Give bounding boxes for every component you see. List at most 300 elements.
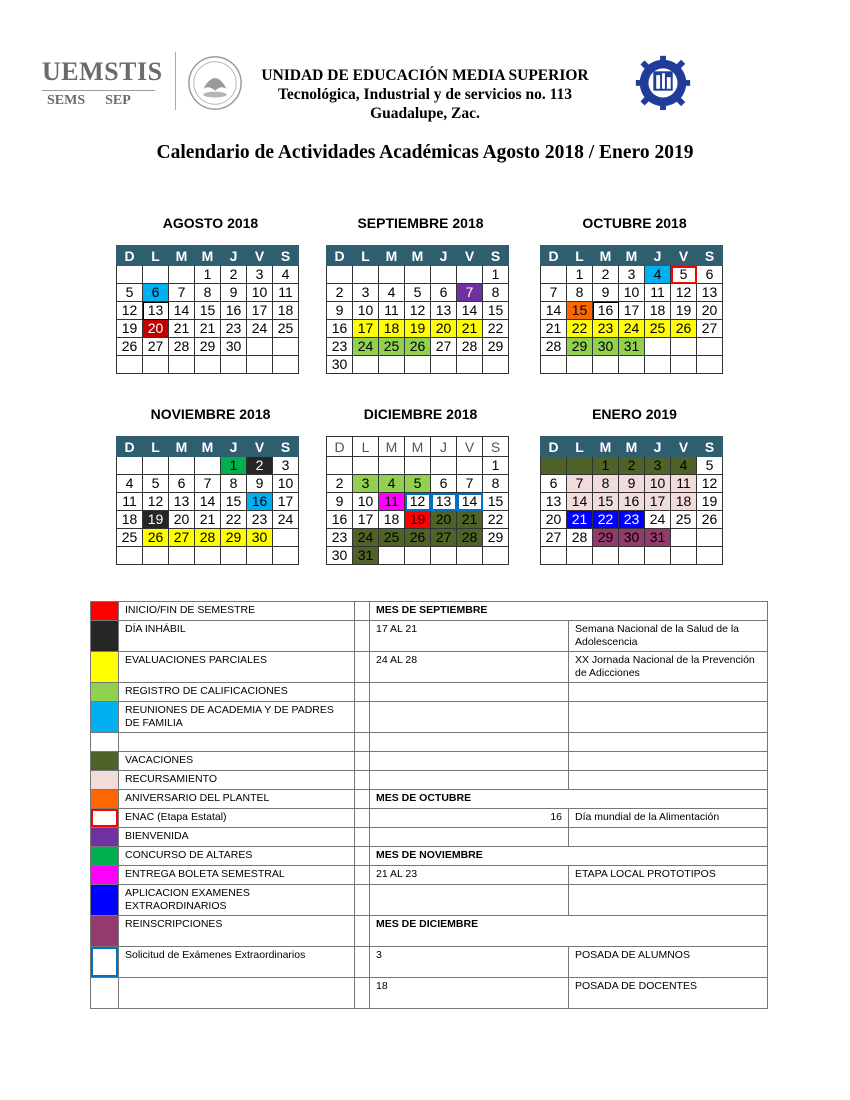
day-cell — [379, 457, 405, 475]
day-cell: 18 — [117, 511, 143, 529]
legend-swatch — [91, 916, 119, 947]
day-cell: 13 — [431, 493, 457, 511]
day-cell: 6 — [143, 284, 169, 302]
week-row — [541, 493, 723, 511]
legend-swatch — [91, 602, 119, 621]
event-date: 17 AL 21 — [370, 621, 569, 652]
day-cell: 27 — [697, 320, 723, 338]
legend-row — [91, 828, 768, 847]
day-cell — [405, 356, 431, 374]
day-cell: 24 — [353, 338, 379, 356]
day-cell — [117, 547, 143, 565]
day-cell: 13 — [143, 302, 169, 320]
weekday-header: L — [143, 437, 169, 457]
day-cell — [353, 457, 379, 475]
week-row — [327, 511, 509, 529]
day-cell: 4 — [379, 475, 405, 493]
legend-spacer — [355, 702, 370, 733]
day-cell: 16 — [619, 493, 645, 511]
day-cell: 17 — [619, 302, 645, 320]
day-cell: 17 — [353, 511, 379, 529]
day-cell: 30 — [327, 356, 353, 374]
weekday-header: S — [273, 246, 299, 266]
weekday-header: M — [619, 437, 645, 457]
month-title: SEPTIEMBRE 2018 — [357, 215, 484, 231]
day-cell — [541, 547, 567, 565]
logo-sems-text: SEMS — [47, 93, 86, 108]
weekday-header: V — [247, 437, 273, 457]
weekday-header: S — [273, 437, 299, 457]
weekday-header: D — [117, 437, 143, 457]
legend-spacer — [355, 602, 370, 621]
day-cell: 29 — [195, 338, 221, 356]
day-cell: 7 — [567, 475, 593, 493]
day-cell — [483, 547, 509, 565]
event-description — [569, 885, 768, 916]
day-cell: 8 — [593, 475, 619, 493]
school-line-1: UNIDAD DE EDUCACIÓN MEDIA SUPERIOR — [261, 67, 589, 84]
day-cell — [671, 547, 697, 565]
day-cell — [353, 266, 379, 284]
day-cell — [405, 266, 431, 284]
day-cell: 19 — [671, 302, 697, 320]
weekday-header: M — [169, 437, 195, 457]
day-cell — [353, 356, 379, 374]
day-cell — [247, 338, 273, 356]
legend-swatch — [91, 771, 119, 790]
day-cell — [541, 266, 567, 284]
day-cell — [593, 356, 619, 374]
day-cell: 11 — [671, 475, 697, 493]
weekday-header: M — [619, 246, 645, 266]
day-cell: 22 — [483, 320, 509, 338]
day-cell: 26 — [405, 529, 431, 547]
legend-swatch — [91, 752, 119, 771]
day-cell — [379, 547, 405, 565]
day-cell: 21 — [541, 320, 567, 338]
legend-row — [91, 790, 768, 809]
weekday-header: J — [221, 437, 247, 457]
week-row — [327, 266, 509, 284]
day-cell: 22 — [593, 511, 619, 529]
weekday-header: M — [593, 437, 619, 457]
school-line-2: Tecnológica, Industrial y de servicios no. 113 — [278, 86, 572, 103]
legend-row — [91, 621, 768, 652]
cbtis-gear-logo-icon — [632, 50, 694, 112]
legend-spacer — [355, 771, 370, 790]
day-cell: 6 — [431, 284, 457, 302]
weekday-header: S — [483, 246, 509, 266]
day-cell: 21 — [195, 511, 221, 529]
day-cell: 28 — [567, 529, 593, 547]
day-cell: 29 — [567, 338, 593, 356]
event-description: ETAPA LOCAL PROTOTIPOS — [569, 866, 768, 885]
weekday-header: V — [457, 437, 483, 457]
day-cell: 15 — [195, 302, 221, 320]
day-cell — [567, 457, 593, 475]
week-row — [541, 529, 723, 547]
day-cell — [117, 266, 143, 284]
day-cell: 2 — [221, 266, 247, 284]
weekday-header: M — [405, 437, 431, 457]
day-cell: 1 — [593, 457, 619, 475]
day-cell: 11 — [273, 284, 299, 302]
day-cell: 7 — [195, 475, 221, 493]
day-cell: 12 — [405, 493, 431, 511]
month-calendar — [116, 406, 305, 565]
legend-label: ANIVERSARIO DEL PLANTEL — [119, 790, 355, 809]
day-cell: 3 — [273, 457, 299, 475]
weekday-header: M — [379, 246, 405, 266]
day-cell: 27 — [169, 529, 195, 547]
month-grid — [540, 245, 723, 374]
legend-row — [91, 602, 768, 621]
day-cell: 15 — [221, 493, 247, 511]
week-row — [117, 511, 299, 529]
legend-swatch — [91, 947, 119, 978]
day-cell: 14 — [169, 302, 195, 320]
day-cell: 7 — [541, 284, 567, 302]
week-row — [541, 457, 723, 475]
day-cell: 7 — [169, 284, 195, 302]
day-cell — [117, 356, 143, 374]
day-cell: 9 — [593, 284, 619, 302]
day-cell: 1 — [483, 457, 509, 475]
day-cell: 1 — [195, 266, 221, 284]
week-row — [327, 457, 509, 475]
week-row — [541, 284, 723, 302]
day-cell — [671, 338, 697, 356]
week-row — [327, 547, 509, 565]
event-description: Día mundial de la Alimentación — [569, 809, 768, 828]
day-cell: 13 — [697, 284, 723, 302]
weekday-header: M — [405, 246, 431, 266]
legend-swatch — [91, 866, 119, 885]
weekday-header: S — [483, 437, 509, 457]
day-cell: 10 — [247, 284, 273, 302]
week-row — [541, 547, 723, 565]
legend-spacer — [355, 733, 370, 752]
week-row — [117, 320, 299, 338]
day-cell: 2 — [247, 457, 273, 475]
day-cell: 29 — [221, 529, 247, 547]
event-description: POSADA DE ALUMNOS — [569, 947, 768, 978]
day-cell: 8 — [195, 284, 221, 302]
weekday-header: M — [195, 437, 221, 457]
day-cell: 16 — [221, 302, 247, 320]
day-cell: 24 — [619, 320, 645, 338]
legend-swatch — [91, 847, 119, 866]
event-date — [370, 771, 569, 790]
week-row — [117, 356, 299, 374]
weekday-header: D — [327, 437, 353, 457]
week-row — [541, 511, 723, 529]
legend-swatch — [91, 809, 119, 828]
week-row — [327, 356, 509, 374]
legend-label: APLICACION EXAMENES EXTRAORDINARIOS — [119, 885, 355, 916]
day-cell — [247, 356, 273, 374]
legend-label: REUNIONES DE ACADEMIA Y DE PADRES DE FAMILIA — [119, 702, 355, 733]
day-cell: 4 — [117, 475, 143, 493]
day-cell: 25 — [379, 338, 405, 356]
week-row — [327, 320, 509, 338]
day-cell: 13 — [541, 493, 567, 511]
day-cell — [379, 356, 405, 374]
day-cell: 15 — [567, 302, 593, 320]
day-cell — [221, 356, 247, 374]
legend-label: ENTREGA BOLETA SEMESTRAL — [119, 866, 355, 885]
weekday-header: D — [541, 246, 567, 266]
event-description — [569, 828, 768, 847]
event-date: 24 AL 28 — [370, 652, 569, 683]
week-row — [541, 475, 723, 493]
day-cell: 10 — [353, 302, 379, 320]
day-cell: 12 — [117, 302, 143, 320]
day-cell: 28 — [457, 529, 483, 547]
day-cell: 25 — [117, 529, 143, 547]
day-cell: 23 — [247, 511, 273, 529]
day-cell: 21 — [567, 511, 593, 529]
day-cell: 20 — [143, 320, 169, 338]
day-cell: 13 — [431, 302, 457, 320]
day-cell: 28 — [541, 338, 567, 356]
day-cell: 26 — [671, 320, 697, 338]
day-cell — [483, 356, 509, 374]
weekday-header: V — [457, 246, 483, 266]
day-cell — [431, 547, 457, 565]
day-cell: 2 — [327, 475, 353, 493]
day-cell: 9 — [619, 475, 645, 493]
day-cell — [697, 547, 723, 565]
day-cell — [697, 356, 723, 374]
weekday-header: J — [431, 437, 457, 457]
day-cell — [221, 547, 247, 565]
legend-spacer — [355, 916, 370, 947]
legend-spacer — [355, 828, 370, 847]
day-cell — [195, 356, 221, 374]
day-cell: 18 — [671, 493, 697, 511]
legend-spacer — [355, 847, 370, 866]
day-cell: 4 — [671, 457, 697, 475]
legend-label: VACACIONES — [119, 752, 355, 771]
legend-label: DÍA INHÁBIL — [119, 621, 355, 652]
week-row — [541, 266, 723, 284]
day-cell — [143, 266, 169, 284]
day-cell — [169, 356, 195, 374]
legend-label: REINSCRIPCIONES — [119, 916, 355, 947]
day-cell: 5 — [143, 475, 169, 493]
week-row — [327, 302, 509, 320]
day-cell — [671, 356, 697, 374]
day-cell: 12 — [697, 475, 723, 493]
day-cell — [327, 266, 353, 284]
month-title: ENERO 2019 — [592, 406, 677, 422]
day-cell: 11 — [645, 284, 671, 302]
month-title: DICIEMBRE 2018 — [363, 406, 478, 422]
month-grid — [326, 436, 509, 565]
legend-swatch — [91, 885, 119, 916]
day-cell — [431, 266, 457, 284]
day-cell: 16 — [327, 511, 353, 529]
day-cell — [431, 356, 457, 374]
month-heading: MES DE OCTUBRE — [370, 790, 768, 809]
day-cell: 3 — [353, 284, 379, 302]
day-cell — [379, 266, 405, 284]
day-cell: 12 — [405, 302, 431, 320]
day-cell — [697, 529, 723, 547]
legend-label — [119, 978, 355, 1009]
month-title: OCTUBRE 2018 — [582, 215, 687, 231]
day-cell — [567, 547, 593, 565]
week-row — [327, 475, 509, 493]
day-cell — [195, 457, 221, 475]
day-cell: 2 — [593, 266, 619, 284]
event-description — [569, 752, 768, 771]
day-cell: 29 — [593, 529, 619, 547]
legend-spacer — [355, 752, 370, 771]
day-cell: 27 — [431, 338, 457, 356]
day-cell: 10 — [645, 475, 671, 493]
day-cell — [169, 547, 195, 565]
day-cell: 12 — [671, 284, 697, 302]
legend-row — [91, 752, 768, 771]
month-grid — [540, 436, 723, 565]
legend-row — [91, 947, 768, 978]
week-row — [117, 529, 299, 547]
day-cell — [143, 356, 169, 374]
weekday-header: S — [697, 246, 723, 266]
legend-spacer — [355, 947, 370, 978]
day-cell: 26 — [143, 529, 169, 547]
legend-label — [119, 733, 355, 752]
week-row — [117, 284, 299, 302]
day-cell: 18 — [379, 511, 405, 529]
day-cell: 3 — [645, 457, 671, 475]
event-description: XX Jornada Nacional de la Prevención de Adicciones — [569, 652, 768, 683]
weekday-header: M — [379, 437, 405, 457]
week-row — [117, 493, 299, 511]
day-cell: 6 — [169, 475, 195, 493]
day-cell: 14 — [457, 302, 483, 320]
day-cell: 9 — [221, 284, 247, 302]
day-cell: 19 — [143, 511, 169, 529]
day-cell: 28 — [169, 338, 195, 356]
month-calendar — [540, 215, 729, 374]
legend-row — [91, 978, 768, 1009]
legend-row — [91, 809, 768, 828]
day-cell: 11 — [379, 302, 405, 320]
day-cell: 1 — [221, 457, 247, 475]
weekday-header: V — [671, 437, 697, 457]
day-cell — [457, 457, 483, 475]
day-cell: 8 — [483, 284, 509, 302]
day-cell — [541, 457, 567, 475]
day-cell — [697, 338, 723, 356]
event-date — [370, 885, 569, 916]
legend-swatch — [91, 702, 119, 733]
day-cell — [195, 547, 221, 565]
day-cell: 9 — [327, 302, 353, 320]
month-grid — [326, 245, 509, 374]
event-description — [569, 771, 768, 790]
day-cell: 23 — [593, 320, 619, 338]
day-cell: 25 — [645, 320, 671, 338]
legend-row — [91, 916, 768, 947]
day-cell — [541, 356, 567, 374]
legend-row — [91, 866, 768, 885]
day-cell: 18 — [645, 302, 671, 320]
day-cell — [619, 547, 645, 565]
event-date: 16 — [370, 809, 569, 828]
day-cell — [645, 338, 671, 356]
day-cell — [273, 338, 299, 356]
day-cell: 28 — [195, 529, 221, 547]
legend-label: ENAC (Etapa Estatal) — [119, 809, 355, 828]
day-cell: 16 — [593, 302, 619, 320]
legend-spacer — [355, 790, 370, 809]
weekday-header: J — [221, 246, 247, 266]
event-description — [569, 683, 768, 702]
day-cell: 13 — [169, 493, 195, 511]
day-cell — [143, 547, 169, 565]
legend-swatch — [91, 790, 119, 809]
day-cell — [619, 356, 645, 374]
day-cell: 10 — [619, 284, 645, 302]
week-row — [327, 529, 509, 547]
day-cell: 21 — [169, 320, 195, 338]
legend-spacer — [355, 683, 370, 702]
day-cell: 30 — [619, 529, 645, 547]
day-cell: 21 — [195, 320, 221, 338]
day-cell: 4 — [645, 266, 671, 284]
day-cell: 23 — [327, 338, 353, 356]
week-row — [541, 338, 723, 356]
event-date: 21 AL 23 — [370, 866, 569, 885]
day-cell: 11 — [379, 493, 405, 511]
week-row — [327, 493, 509, 511]
legend-row — [91, 733, 768, 752]
month-heading: MES DE SEPTIEMBRE — [370, 602, 768, 621]
day-cell — [273, 356, 299, 374]
day-cell: 8 — [567, 284, 593, 302]
legend-swatch — [91, 828, 119, 847]
weekday-header: L — [353, 246, 379, 266]
weekday-header: M — [593, 246, 619, 266]
day-cell: 30 — [247, 529, 273, 547]
day-cell: 27 — [431, 529, 457, 547]
legend-swatch — [91, 621, 119, 652]
day-cell: 28 — [457, 338, 483, 356]
day-cell — [567, 356, 593, 374]
day-cell: 26 — [405, 338, 431, 356]
day-cell — [593, 547, 619, 565]
day-cell: 2 — [619, 457, 645, 475]
weekday-header: M — [195, 246, 221, 266]
day-cell — [327, 457, 353, 475]
day-cell: 23 — [221, 320, 247, 338]
day-cell — [273, 547, 299, 565]
day-cell: 19 — [405, 320, 431, 338]
day-cell — [405, 547, 431, 565]
month-title: AGOSTO 2018 — [162, 215, 259, 231]
week-row — [117, 302, 299, 320]
day-cell: 7 — [457, 475, 483, 493]
weekday-header: D — [117, 246, 143, 266]
weekday-header: D — [541, 437, 567, 457]
day-cell — [671, 529, 697, 547]
weekday-header: L — [143, 246, 169, 266]
day-cell: 14 — [457, 493, 483, 511]
